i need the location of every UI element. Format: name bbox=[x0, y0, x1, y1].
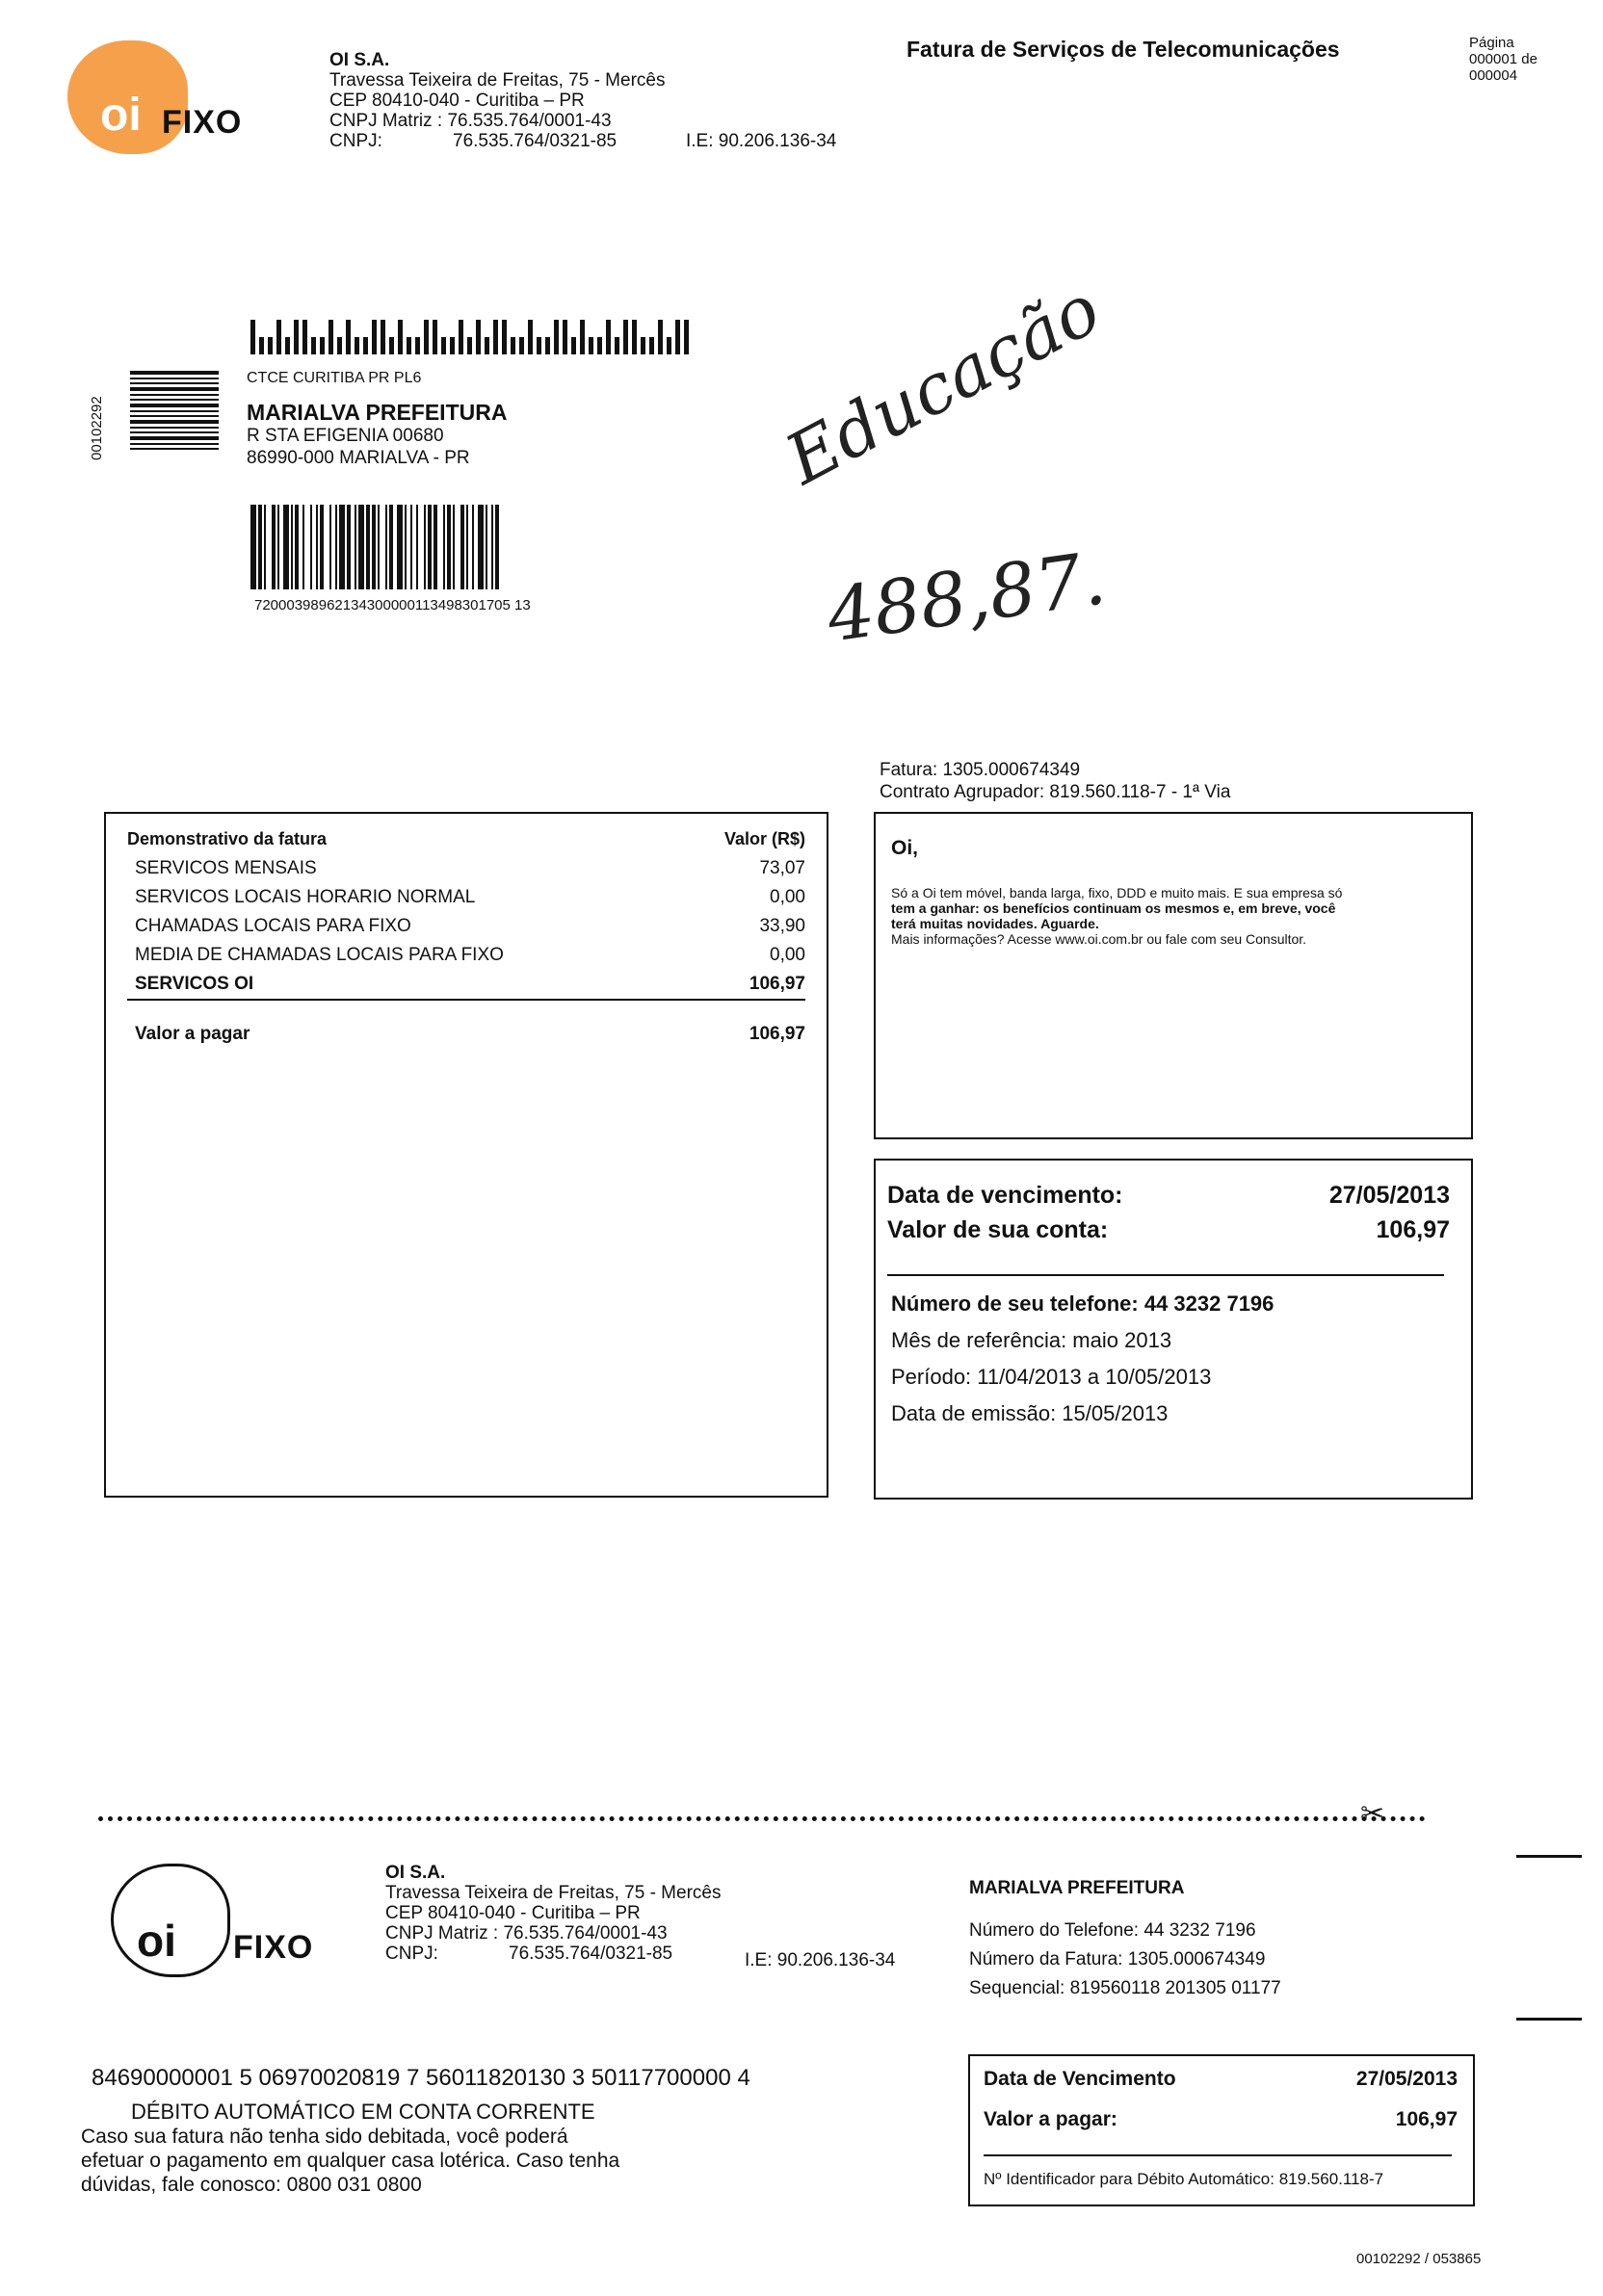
stub-client-info bbox=[969, 1874, 1281, 2003]
company-name: OI S.A. bbox=[385, 1863, 446, 1883]
amount-label: Valor de sua conta: bbox=[887, 1216, 1109, 1243]
handwritten-word: Educação bbox=[773, 268, 1114, 501]
debit-text-line: efetuar o pagamento em qualquer casa lotérica. Caso tenha bbox=[81, 2150, 620, 2172]
stub-client-name: MARIALVA PREFEITURA bbox=[969, 1878, 1185, 1898]
statement-divider bbox=[127, 999, 805, 1001]
statement-item-label: CHAMADAS LOCAIS PARA FIXO bbox=[135, 916, 411, 936]
stub-invoice: Número da Fatura: 1305.000674349 bbox=[969, 1949, 1266, 1970]
oi-logo-text: oi bbox=[137, 1916, 176, 1966]
debit-text-line: Caso sua fatura não tenha sido debitada, você poderá bbox=[81, 2126, 568, 2148]
invoice-barcode bbox=[250, 505, 684, 589]
statement-header-value: Valor (R$) bbox=[723, 829, 805, 848]
statement-item-label: SERVICOS LOCAIS HORARIO NORMAL bbox=[135, 887, 476, 907]
statement-row bbox=[135, 970, 805, 999]
company-address: Travessa Teixeira de Freitas, 75 - Mercês bbox=[385, 1883, 722, 1903]
stub-pay-value: 106,97 bbox=[1395, 2108, 1458, 2130]
document-title: Fatura de Serviços de Telecomunicações bbox=[907, 37, 1340, 62]
message-greeting: Oi, bbox=[891, 837, 919, 859]
fixo-product-label: FIXO bbox=[233, 1929, 314, 1966]
statement-item-value: 106,97 bbox=[749, 974, 805, 994]
reference-month: Mês de referência: maio 2013 bbox=[891, 1328, 1172, 1352]
company-cnpj-value: 76.535.764/0321-85 bbox=[509, 1944, 673, 1964]
statement-item-value: 0,00 bbox=[770, 887, 805, 907]
stub-due-label: Data de Vencimento bbox=[984, 2068, 1176, 2090]
statement-item-label: SERVICOS OI bbox=[135, 974, 254, 994]
oi-logo-outline bbox=[111, 1864, 230, 1977]
statement-row bbox=[135, 854, 805, 883]
company-name: OI S.A. bbox=[329, 50, 390, 70]
sort-line: CTCE CURITIBA PR PL6 bbox=[247, 370, 422, 386]
due-date-value: 27/05/2013 bbox=[1328, 1182, 1450, 1209]
barcode-number: 72000398962134300000113498301705 13 bbox=[254, 597, 531, 613]
recipient-street: R STA EFIGENIA 00680 bbox=[247, 426, 444, 446]
summary-details bbox=[891, 1286, 1274, 1432]
recipient-city: 86990-000 MARIALVA - PR bbox=[247, 448, 470, 468]
message-line: Mais informações? Acesse www.oi.com.br ou fale com seu Consultor. bbox=[891, 931, 1307, 947]
message-box bbox=[874, 812, 1473, 1139]
amount-value: 106,97 bbox=[1376, 1216, 1450, 1243]
invoice-number: Fatura: 1305.000674349 bbox=[880, 760, 1081, 780]
footer-code: 00102292 / 053865 bbox=[1356, 2251, 1482, 2267]
message-line: tem a ganhar: os benefícios continuam os mesmos e, em breve, você bbox=[891, 900, 1336, 916]
due-date-label: Data de vencimento: bbox=[887, 1182, 1123, 1209]
page-number: 000001 de bbox=[1469, 51, 1537, 67]
statement-item-value: 73,07 bbox=[759, 858, 805, 878]
company-cnpj-label: CNPJ: bbox=[385, 1944, 438, 1964]
invoice-reference bbox=[880, 759, 1230, 803]
message-body bbox=[891, 885, 1458, 947]
stub-payment-box bbox=[968, 2054, 1475, 2206]
cut-line bbox=[98, 1816, 1426, 1821]
statement-item-value: 0,00 bbox=[770, 945, 805, 965]
stub-divider bbox=[984, 2154, 1452, 2156]
total-label: Valor a pagar bbox=[135, 1024, 250, 1044]
statement-item-label: SERVICOS MENSAIS bbox=[135, 858, 317, 878]
phone-number: Número de seu telefone: 44 3232 7196 bbox=[891, 1292, 1275, 1316]
side-barcode bbox=[130, 371, 219, 453]
scissors-icon: ✂ bbox=[1360, 1798, 1385, 1830]
handwritten-amount: 488,87. bbox=[822, 535, 1111, 659]
stub-pay-label: Valor a pagar: bbox=[984, 2108, 1117, 2130]
company-cep: CEP 80410-040 - Curitiba – PR bbox=[385, 1903, 641, 1923]
contract-number: Contrato Agrupador: 819.560.118-7 - 1ª Via bbox=[880, 782, 1231, 802]
company-cep: CEP 80410-040 - Curitiba – PR bbox=[329, 91, 585, 111]
oi-logo-text: oi bbox=[100, 90, 142, 141]
fixo-product-label: FIXO bbox=[162, 104, 243, 141]
margin-mark bbox=[1516, 2018, 1582, 2021]
company-ie: I.E: 90.206.136-34 bbox=[745, 1950, 896, 1970]
summary-divider bbox=[887, 1274, 1444, 1276]
page-indicator bbox=[1469, 35, 1537, 84]
message-line: terá muitas novidades. Aguarde. bbox=[891, 916, 1099, 931]
stub-sequence: Sequencial: 819560118 201305 01177 bbox=[969, 1978, 1281, 1998]
statement-header-label: Demonstrativo da fatura bbox=[127, 829, 328, 848]
company-info bbox=[329, 50, 665, 151]
company-cnpj-value: 76.535.764/0321-85 bbox=[453, 131, 618, 151]
company-address: Travessa Teixeira de Freitas, 75 - Mercês bbox=[329, 70, 666, 91]
statement-row bbox=[135, 883, 805, 912]
message-line: Só a Oi tem móvel, banda larga, fixo, DDD e muito mais. E sua empresa só bbox=[891, 885, 1343, 900]
stub-company-info bbox=[385, 1863, 721, 1964]
margin-mark bbox=[1516, 1855, 1582, 1858]
page-label: Página bbox=[1469, 35, 1514, 51]
company-cnpj-label: CNPJ: bbox=[329, 131, 382, 151]
debit-title: DÉBITO AUTOMÁTICO EM CONTA CORRENTE bbox=[131, 2100, 595, 2124]
summary-box bbox=[874, 1159, 1473, 1500]
statement-row bbox=[135, 912, 805, 941]
postnet-barcode bbox=[250, 318, 693, 354]
page-total: 000004 bbox=[1469, 67, 1518, 84]
debit-text-line: dúvidas, fale conosco: 0800 031 0800 bbox=[81, 2174, 422, 2196]
digitable-line: 84690000001 5 06970020819 7 56011820130 3 50117700000 4 bbox=[92, 2065, 750, 2091]
statement-item-label: MEDIA DE CHAMADAS LOCAIS PARA FIXO bbox=[135, 945, 504, 965]
company-cnpj-matriz: CNPJ Matriz : 76.535.764/0001-43 bbox=[329, 111, 612, 131]
debit-text bbox=[81, 2125, 619, 2197]
total-value: 106,97 bbox=[749, 1024, 805, 1044]
company-ie: I.E: 90.206.136-34 bbox=[686, 131, 837, 151]
debit-identifier: Nº Identificador para Débito Automático: 819.560.118-7 bbox=[984, 2170, 1384, 2188]
billing-period: Período: 11/04/2013 a 10/05/2013 bbox=[891, 1365, 1212, 1389]
statement-item-value: 33,90 bbox=[759, 916, 805, 936]
recipient-name: MARIALVA PREFEITURA bbox=[247, 400, 508, 425]
company-cnpj-matriz: CNPJ Matriz : 76.535.764/0001-43 bbox=[385, 1923, 668, 1944]
issue-date: Data de emissão: 15/05/2013 bbox=[891, 1401, 1169, 1425]
stub-phone: Número do Telefone: 44 3232 7196 bbox=[969, 1920, 1256, 1941]
side-code: 00102292 bbox=[89, 396, 105, 460]
stub-due-value: 27/05/2013 bbox=[1355, 2068, 1458, 2090]
statement-box bbox=[104, 812, 828, 1498]
statement-row bbox=[135, 941, 805, 970]
statement-items bbox=[135, 854, 805, 999]
